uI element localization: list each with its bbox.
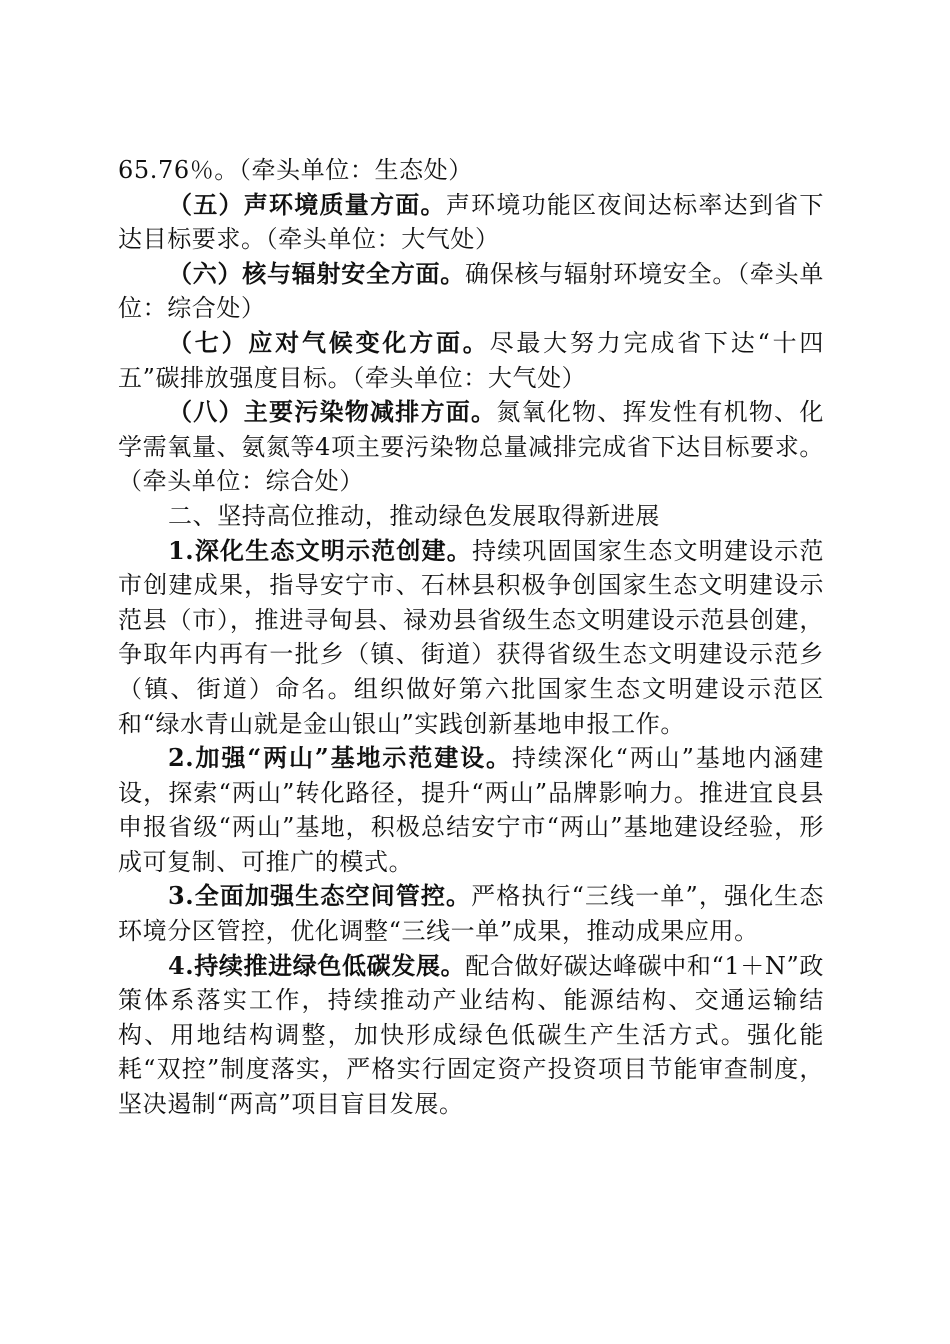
paragraph-climate-change	[118, 326, 824, 395]
paragraph-lead: （五）声环境质量方面。	[168, 189, 446, 219]
paragraph-green-low-carbon	[118, 949, 824, 1122]
paragraph-nuclear-safety	[118, 257, 824, 326]
document-page	[118, 153, 824, 1122]
paragraph-emission-reduction	[118, 395, 824, 499]
paragraph-lead: 3.全面加强生态空间管控。	[168, 881, 472, 911]
paragraph-body: 持续深化“两山”基地内涵建设，探索“两山”转化路径，提升“两山”品牌影响力。推进宜良县申报省级“两山”基地，积极总结安宁市“两山”基地建设经验，形成可复制、可推广的模式。	[118, 744, 824, 876]
paragraph-space-control	[118, 879, 824, 948]
paragraph-eco-civilization	[118, 534, 824, 742]
paragraph-lead: 1.深化生态文明示范创建。	[168, 535, 472, 565]
paragraph-two-mountains-base	[118, 741, 824, 879]
paragraph-continuation	[118, 153, 824, 188]
section-heading-text: 二、坚持高位推动，推动绿色发展取得新进展	[168, 501, 660, 530]
paragraph-lead: （七）应对气候变化方面。	[168, 327, 490, 357]
paragraph-body: 尽最大努力完成省下达“十四五”碳排放强度目标。（牵头单位：大气处）	[118, 328, 824, 392]
paragraph-body: 氮氧化物、挥发性有机物、化学需氧量、氨氮等4项主要污染物总量减排完成省下达目标要求。（牵头单位：综合处）	[118, 398, 824, 496]
paragraph-body: 配合做好碳达峰碳中和“1＋N”政策体系落实工作，持续推动产业结构、能源结构、交通运输结构、用地结构调整，加快形成绿色低碳生产生活方式。强化能耗“双控”制度落实，严格实行固定资产投资项目节能审查制度，坚决遏制“两高”项目盲目发展。	[118, 951, 824, 1119]
paragraph-noise-quality	[118, 188, 824, 257]
paragraph-lead: （八）主要污染物减排方面。	[168, 397, 497, 427]
paragraph-lead: （六）核与辐射安全方面。	[168, 258, 465, 288]
paragraph-body: 持续巩固国家生态文明建设示范市创建成果，指导安宁市、石林县积极争创国家生态文明建设示范县（市），推进寻甸县、禄劝县省级生态文明建设示范县创建，争取年内再有一批乡（镇、街道）获得省级生态文明建设示范乡（镇、街道）命名。组织做好第六批国家生态文明建设示范区和“绿水青山就是金山银山”实践创新基地申报工作。	[118, 536, 824, 738]
paragraph-lead: 4.持续推进绿色低碳发展。	[168, 950, 466, 980]
paragraph-body: 确保核与辐射环境安全。（牵头单位：综合处）	[118, 259, 824, 323]
paragraph-lead: 2.加强“两山”基地示范建设。	[168, 743, 512, 773]
paragraph-body: 声环境功能区夜间达标率达到省下达目标要求。（牵头单位：大气处）	[118, 190, 824, 254]
paragraph-body: 65.76％。（牵头单位：生态处）	[118, 156, 473, 184]
paragraph-body: 严格执行“三线一单”，强化生态环境分区管控，优化调整“三线一单”成果，推动成果应用。	[118, 882, 824, 946]
section-heading-two	[118, 499, 824, 534]
